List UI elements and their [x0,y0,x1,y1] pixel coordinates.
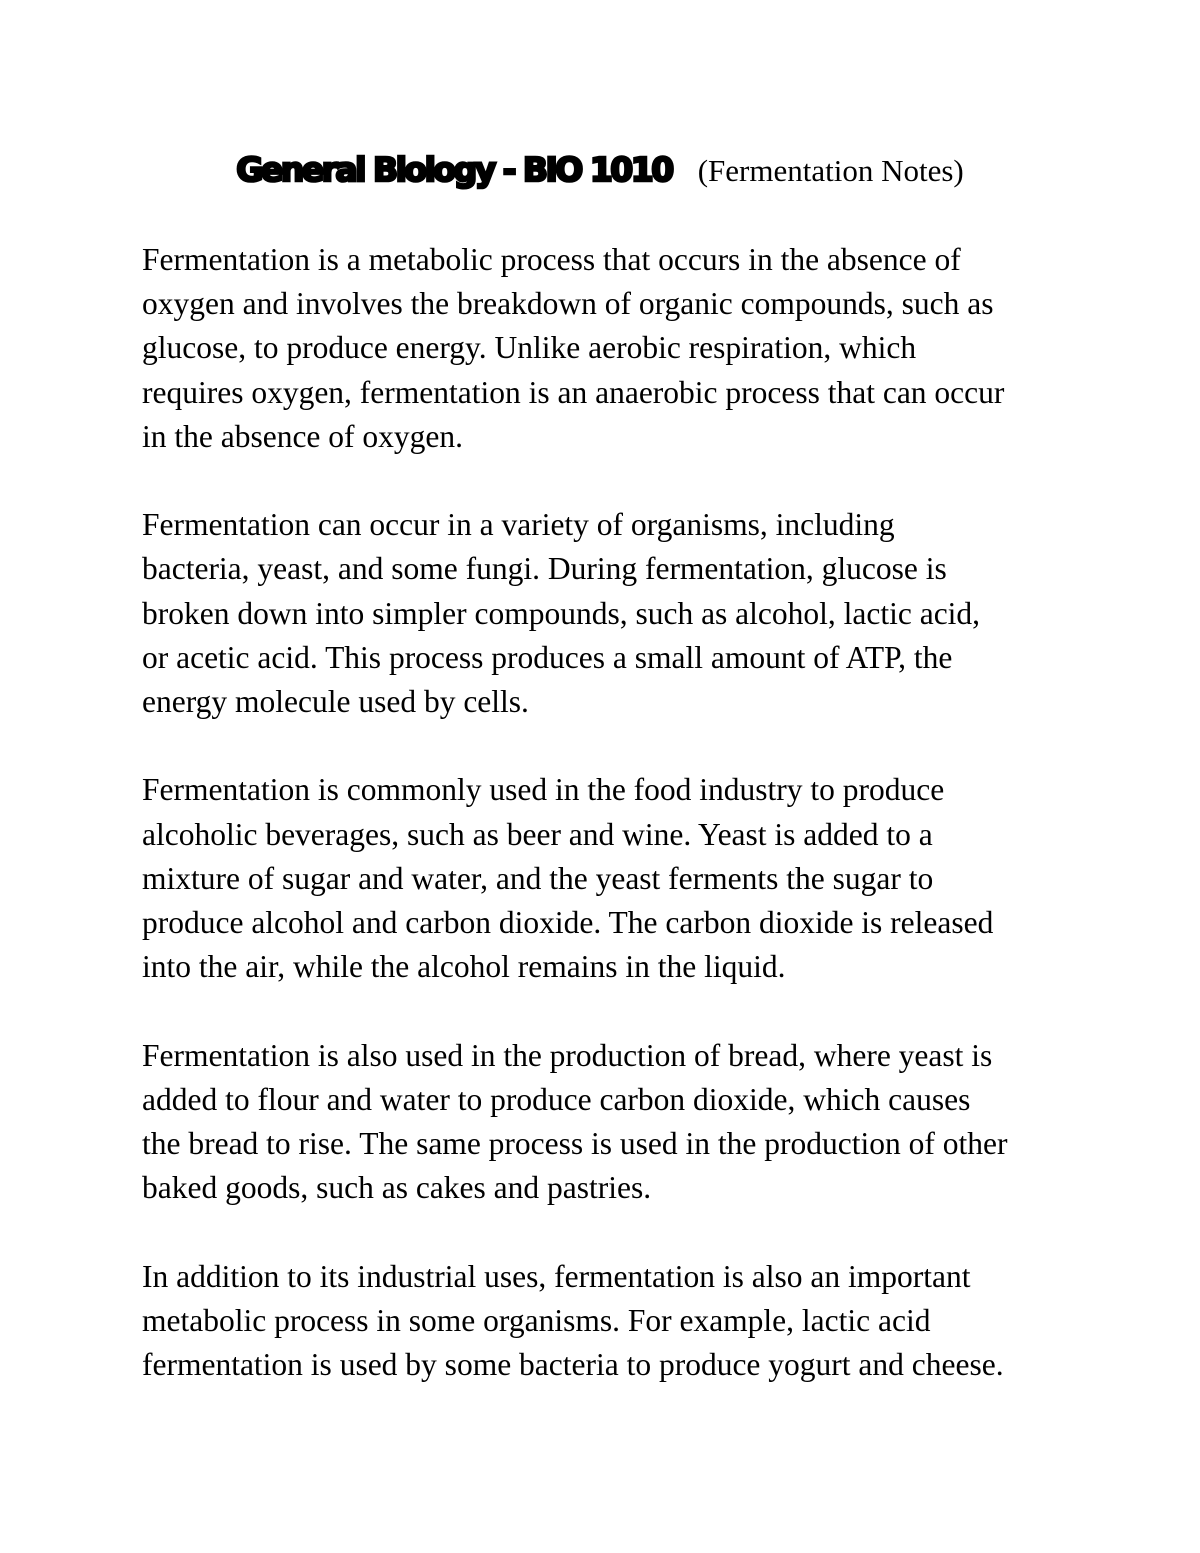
paragraph-line: alcoholic beverages, such as beer and wine. Yeast is added to a [142,816,933,852]
paragraph-line: bacteria, yeast, and some fungi. During fermentation, glucose is [142,551,947,587]
paragraph-line: In addition to its industrial uses, fermentation is also an important [142,1258,971,1294]
paragraph-line: produce alcohol and carbon dioxide. The carbon dioxide is released [142,905,994,941]
paragraph-line: Fermentation can occur in a variety of organisms, including [142,507,895,543]
paragraph-line: metabolic process in some organisms. For example, lactic acid [142,1302,931,1338]
paragraph-line: Fermentation is a metabolic process that occurs in the absence of [142,242,961,277]
paragraph [142,768,1072,989]
paragraph-line: fermentation is used by some bacteria to produce yogurt and cheese. [142,1347,1004,1383]
paragraph [142,503,1072,724]
paragraph-line: broken down into simpler compounds, such as alcohol, lactic acid, [142,595,981,631]
paragraph-line: Fermentation is also used in the production of bread, where yeast is [142,1037,993,1073]
paragraph-line: into the air, while the alcohol remains in the liquid. [142,949,786,985]
paragraph [142,1034,1072,1211]
course-title: General Biology - BIO 1010 [236,150,672,189]
document-header [0,140,1200,207]
paragraph-line: baked goods, such as cakes and pastries. [142,1170,652,1206]
paragraph-line: mixture of sugar and water, and the yeast ferments the sugar to [142,860,934,896]
paragraph [142,1255,1072,1388]
paragraph-line: added to flour and water to produce carbon dioxide, which causes [142,1081,971,1117]
document-subtitle: (Fermentation Notes) [697,153,964,188]
paragraph-line: or acetic acid. This process produces a small amount of ATP, the [142,639,953,675]
paragraph-line: oxygen and involves the breakdown of organic compounds, such as [142,286,994,322]
paragraph-line: Fermentation is commonly used in the food industry to produce [142,772,945,808]
paragraph-line: glucose, to produce energy. Unlike aerobic respiration, which [142,330,917,366]
paragraph-line: the bread to rise. The same process is used in the production of other [142,1126,1008,1162]
paragraph-line: in the absence of oxygen. [142,418,464,454]
paragraph-line: energy molecule used by cells. [142,684,529,720]
paragraph-line: requires oxygen, fermentation is an anaerobic process that can occur [142,374,1005,410]
document-body [142,238,1072,1431]
paragraph [142,238,1072,459]
